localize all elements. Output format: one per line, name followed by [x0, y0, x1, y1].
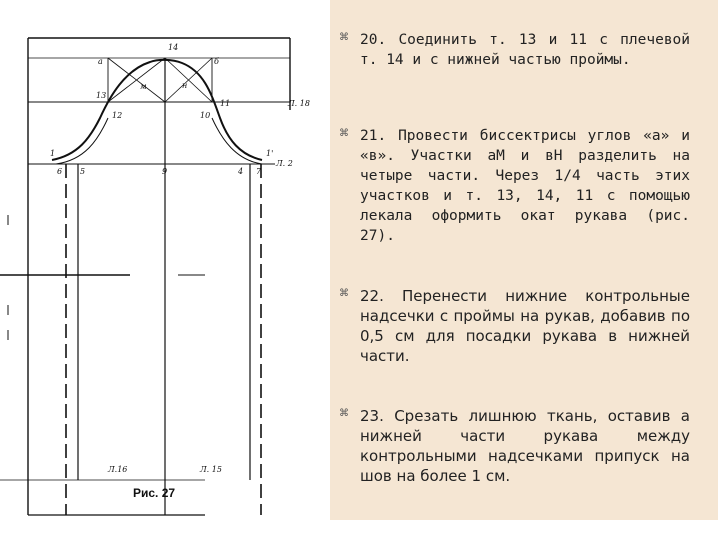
- step-number: 20.: [360, 32, 387, 48]
- label-point-13: 13: [96, 91, 107, 100]
- label-line-16: Л.16: [108, 465, 128, 474]
- step-text: [360, 30, 690, 70]
- label-point-1: 1: [50, 149, 56, 158]
- sleeve-pattern-drawing: [0, 0, 330, 540]
- bullet-icon: ⌘: [339, 128, 349, 139]
- step-body: Перенести нижние контрольные надсечки с проймы на рукав, добавив по 0,5 см для посадки рукава в нижней части.: [360, 287, 690, 365]
- label-point-12: 12: [112, 111, 123, 120]
- step-body: Провести биссектрисы углов «а» и «в». Участки аМ и вН разделить на четыре части. Через 1/4 часть этих участков и т. 13, 14, 11 с помощью лекала оформить окат рукава (рис. 27).: [360, 128, 690, 244]
- step-text: [360, 126, 690, 246]
- step-number: 22.: [360, 287, 384, 305]
- bullet-icon: ⌘: [339, 288, 349, 299]
- label-point-n: н: [182, 81, 188, 90]
- sleeve-pattern-figure: [0, 0, 330, 540]
- label-point-14: 14: [168, 43, 179, 52]
- label-line-15: Л. 15: [200, 465, 222, 474]
- label-point-5: 5: [80, 167, 86, 176]
- bullet-icon: ⌘: [339, 408, 349, 419]
- bullet-icon: ⌘: [339, 32, 349, 43]
- step-number: 21.: [360, 128, 387, 144]
- label-point-a: а: [98, 57, 103, 66]
- step-body: Срезать лишнюю ткань, оставив а нижней части рукава между контрольными надсечками припуск на шов на более 1 см.: [360, 407, 690, 485]
- figure-caption: Рис. 27: [133, 486, 176, 500]
- label-line-18: Л. 18: [288, 99, 310, 108]
- label-point-b: б: [214, 57, 219, 66]
- label-point-6: 6: [57, 167, 63, 176]
- label-point-9: 9: [162, 167, 168, 176]
- step-text: [360, 286, 690, 366]
- step-number: 23.: [360, 407, 384, 425]
- label-line-2: Л. 2: [276, 159, 293, 168]
- label-point-1-prime: 1': [266, 149, 274, 158]
- label-point-11: 11: [220, 99, 231, 108]
- step-text: [360, 406, 690, 486]
- label-point-m: м: [140, 82, 147, 91]
- label-point-7: 7: [256, 167, 262, 176]
- label-point-10: 10: [200, 111, 211, 120]
- label-point-4: 4: [238, 167, 244, 176]
- step-body: Соединить т. 13 и 11 с плечевой т. 14 и с нижней частью проймы.: [360, 32, 691, 68]
- instructions-panel: [330, 0, 718, 520]
- sleeve-cap-curve: [52, 57, 262, 160]
